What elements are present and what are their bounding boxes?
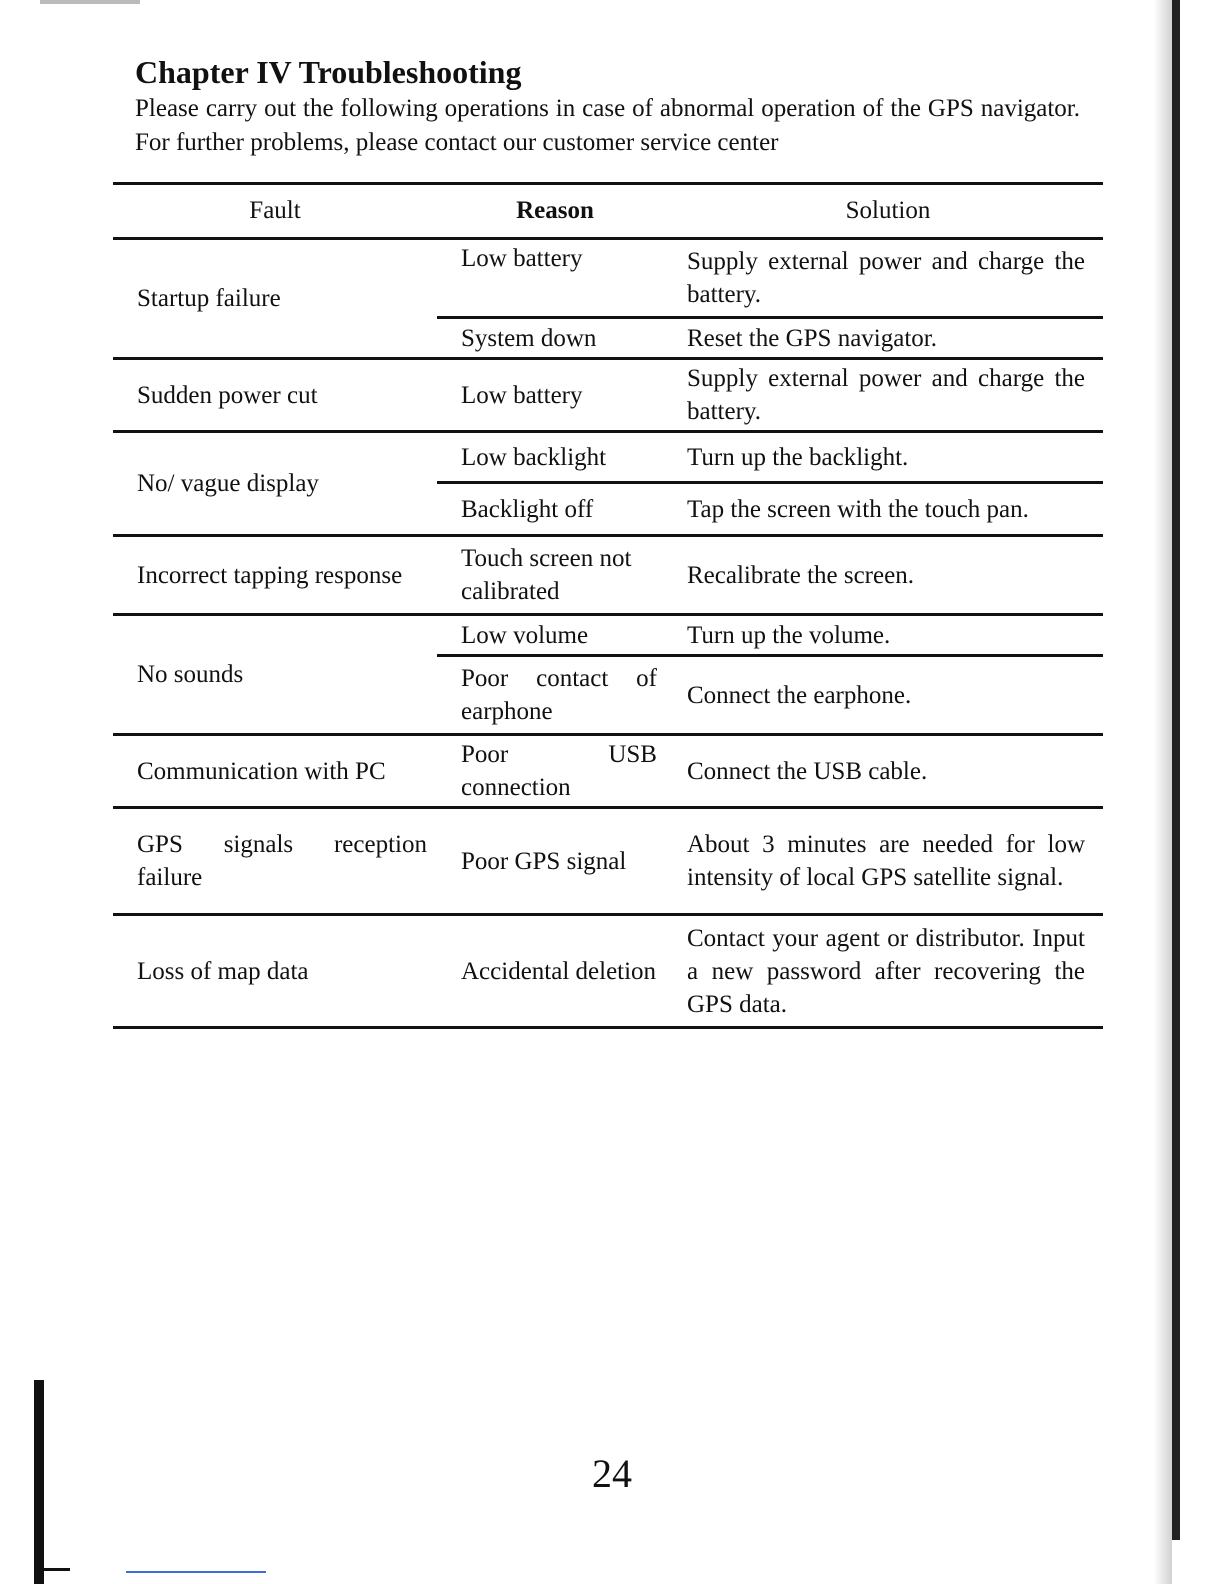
fault-cell: GPS signals reception failure (113, 808, 437, 915)
solution-cell: Turn up the backlight. (673, 432, 1103, 483)
solution-cell: About 3 minutes are needed for low intensity of local GPS satellite signal. (673, 808, 1103, 915)
solution-cell: Recalibrate the screen. (673, 536, 1103, 615)
solution-cell: Connect the earphone. (673, 656, 1103, 735)
fault-cell: Startup failure (113, 239, 437, 359)
reason-cell: Poor contact of earphone (437, 656, 673, 735)
solution-cell: Connect the USB cable. (673, 735, 1103, 808)
table-row (113, 359, 1103, 432)
fault-cell: No/ vague display (113, 432, 437, 536)
reason-cell: Touch screen not calibrated (437, 536, 673, 615)
chapter-title: Chapter IV Troubleshooting (135, 54, 522, 90)
fault-cell: Sudden power cut (113, 359, 437, 432)
fault-cell: No sounds (113, 615, 437, 735)
intro-paragraph: Please carry out the following operations in case of abnormal operation of the GPS navigator. For further problems, please contact our customer service center (135, 95, 1080, 156)
table-row (113, 536, 1103, 615)
solution-cell: Turn up the volume. (673, 615, 1103, 656)
table-row (113, 735, 1103, 808)
reason-cell: Low backlight (437, 432, 673, 483)
solution-cell: Contact your agent or distributor. Input a new password after recovering the GPS data. (673, 915, 1103, 1028)
reason-cell: Backlight off (437, 483, 673, 536)
table-row (113, 615, 1103, 656)
scan-edge-top (40, 0, 140, 4)
page-number: 24 (592, 1451, 632, 1496)
table-row (113, 239, 1103, 318)
troubleshooting-table (113, 182, 1103, 1029)
solution-cell: Tap the screen with the touch pan. (673, 483, 1103, 536)
reason-cell: Low volume (437, 615, 673, 656)
scan-binding-shadow (1154, 0, 1172, 1584)
table-row (113, 432, 1103, 483)
solution-cell: Reset the GPS navigator. (673, 318, 1103, 359)
reason-cell: Low battery (437, 359, 673, 432)
reason-cell: Accidental deletion (437, 915, 673, 1028)
header-fault: Fault (113, 184, 437, 239)
table-row (113, 808, 1103, 915)
fault-cell: Incorrect tapping response (113, 536, 437, 615)
solution-cell: Supply external power and charge the battery. (673, 359, 1103, 432)
table-header-row (113, 184, 1103, 239)
scan-foot-line (126, 1571, 266, 1573)
scan-edge-left-foot (40, 1568, 70, 1571)
reason-cell: Poor USB connection (437, 735, 673, 808)
solution-cell: Supply external power and charge the battery. (673, 239, 1103, 318)
reason-cell: Low battery (437, 239, 673, 318)
header-solution: Solution (673, 184, 1103, 239)
fault-cell: Communication with PC (113, 735, 437, 808)
header-reason: Reason (437, 184, 673, 239)
table-row (113, 915, 1103, 1028)
reason-cell: System down (437, 318, 673, 359)
scan-binding-edge (1172, 0, 1180, 1540)
fault-cell: Loss of map data (113, 915, 437, 1028)
reason-cell: Poor GPS signal (437, 808, 673, 915)
